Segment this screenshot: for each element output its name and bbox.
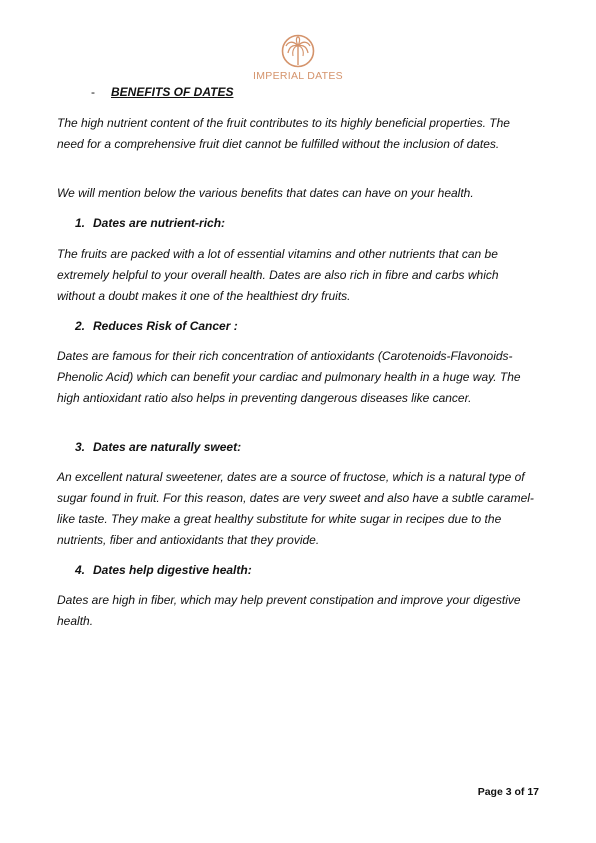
benefit-number: 4. xyxy=(75,563,86,577)
intro-paragraph: The high nutrient content of the fruit contributes to its highly beneficial properties. The need for a comprehensive fruit diet cannot be fulfilled without the inclusion of dates. xyxy=(57,116,510,151)
benefit-paragraph: Dates are high in fiber, which may help prevent constipation and improve your digestive health. xyxy=(57,593,521,628)
benefit-paragraph: The fruits are packed with a lot of essential vitamins and other nutrients that can be extremely helpful to your overall health. Dates are also rich in fibre and carbs which without a doubt makes it one of the healthiest dry fruits. xyxy=(57,247,499,303)
brand-logo xyxy=(0,34,596,82)
benefit-paragraph: An excellent natural sweetener, dates are a source of fructose, which is a natural type of sugar found in fruit. For this reason, dates are very sweet and also have a subtle caramel-like taste. They make a great healthy substitute for white sugar in recipes due to the nutrients, fiber and antioxidants that they provide. xyxy=(57,470,534,547)
benefit-paragraph: Dates are famous for their rich concentration of antioxidants (Carotenoids-Flavonoids-Phenolic Acid) which can benefit your cardiac and pulmonary health in a huge way. The high antioxidant ratio also helps in preventing dangerous diseases like cancer. xyxy=(57,349,521,405)
bullet-dash: - xyxy=(91,85,95,99)
benefit-number: 2. xyxy=(75,319,86,333)
benefit-title: Dates help digestive health: xyxy=(93,563,252,577)
benefit-heading xyxy=(75,216,225,230)
intro-paragraph: We will mention below the various benefits that dates can have on your health. xyxy=(57,186,474,200)
section-heading xyxy=(91,85,233,99)
benefit-heading xyxy=(75,440,241,454)
page-number: Page 3 of 17 xyxy=(477,786,539,798)
benefit-heading xyxy=(75,563,252,577)
benefit-number: 1. xyxy=(75,216,86,230)
logo-text: IMPERIAL DATES xyxy=(253,70,343,82)
section-title: BENEFITS OF DATES xyxy=(111,85,234,99)
benefit-heading xyxy=(75,319,238,333)
palm-tree-logo-icon xyxy=(281,34,315,68)
benefit-title: Dates are nutrient-rich: xyxy=(93,216,226,230)
benefit-title: Dates are naturally sweet: xyxy=(93,440,242,454)
benefit-title: Reduces Risk of Cancer : xyxy=(93,319,238,333)
benefit-number: 3. xyxy=(75,440,86,454)
